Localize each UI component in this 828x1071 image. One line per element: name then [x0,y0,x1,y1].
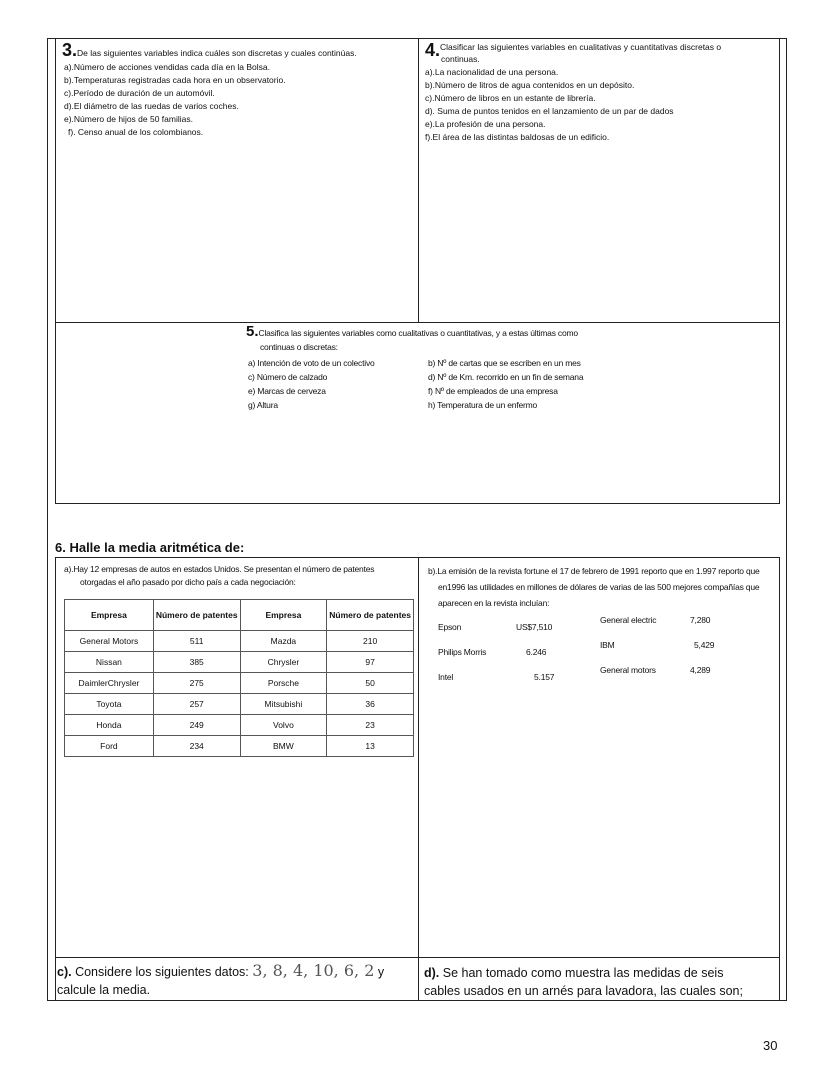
table-cell: 275 [153,673,240,694]
question-3-title: De las siguientes variables indica cuáles son discretas y cuales continúas. [77,48,357,58]
question-6d [424,964,776,1000]
question-5-item: b) Nº de cartas que se escriben en un mes [428,358,581,368]
question-4-title: Clasificar las siguientes variables en cualitativas y cuantitativas discretas o [440,42,722,52]
question-4-item: c).Número de libros en un estante de librería. [425,93,596,103]
table-cell: Ford [65,736,154,757]
question-6b-line: en1996 las utilidades en millones de dólares de varias de las 500 mejores compañías que [438,582,760,592]
company-name: Intel [438,672,454,682]
question-4-item: a).La nacionalidad de una persona. [425,67,559,77]
table-cell: 50 [327,673,414,694]
question-3-item: b).Temperaturas registradas cada hora en un observatorio. [64,75,286,85]
company-right-1: General electric [600,615,657,625]
row-divider-2 [55,503,780,504]
question-6b-line: aparecen en la revista incluían: [438,598,550,608]
table-cell: Porsche [240,673,327,694]
company-right-3: General motors [600,665,656,675]
table-cell: BMW [240,736,327,757]
question-3-item: c).Período de duración de un automóvil. [64,88,215,98]
question-6d-label: d). [424,966,440,980]
question-5 [246,323,686,354]
question-3-item: f). Censo anual de los colombianos. [68,127,204,137]
question-6c-text: Considere los siguientes datos: [71,965,253,979]
company-right-3-value: 4,289 [690,665,711,675]
question-3 [62,40,412,139]
company-name: Philips Morris [438,647,487,657]
question-5-right-list [428,356,583,412]
question-4-item: f).El área de las distintas baldosas de un edificio. [425,132,610,142]
page-frame [47,38,787,1001]
question-5-number: 5. [246,323,259,340]
question-6c-label: c). [57,965,72,979]
question-6a-line: a).Hay 12 empresas de autos en estados Unidos. Se presentan el número de patentes [64,564,375,574]
question-3-item: d).El diámetro de las ruedas de varios coches. [64,101,239,111]
table-cell: 97 [327,652,414,673]
q6-left-border [55,557,56,1001]
table-cell: 385 [153,652,240,673]
table-cell: Mitsubishi [240,694,327,715]
data-set-math: 3, 8, 4, 10, 6, 2 [252,961,375,980]
company-left-3-value: 5.157 [534,672,555,682]
table-row [65,673,414,694]
question-4-item: d). Suma de puntos tenidos en el lanzamiento de un par de dados [425,106,674,116]
top-divider [418,38,419,322]
q6-bottom-divider [55,957,780,958]
question-5-item: c) Número de calzado [248,372,328,382]
patents-table [64,599,414,757]
question-4-title-cont: continuas. [441,54,480,64]
question-5-item: d) Nº de Km. recorrido en un fin de semana [428,372,584,382]
page-number: 30 [763,1038,778,1053]
question-5-item: e) Marcas de cerveza [248,386,326,396]
table-cell: General Motors [65,631,154,652]
table-cell: 511 [153,631,240,652]
table-header: Empresa [240,600,327,631]
question-6b-text [428,563,773,611]
question-6-heading: 6. Halle la media aritmética de: [55,540,245,555]
table-cell: 249 [153,715,240,736]
question-4-number: 4. [425,40,441,60]
table-cell: 257 [153,694,240,715]
question-5-item: a) Intención de voto de un colectivo [248,358,375,368]
question-5-left-list [248,356,375,412]
company-left-1-value: US$7,510 [516,622,553,632]
question-5-item: g) Altura [248,400,278,410]
company-right-1-value: 7,280 [690,615,711,625]
question-3-number: 3. [62,40,78,60]
question-5-title: Clasifica las siguientes variables como cualitativas o cuantitativas, y a estas últimas como [258,328,578,338]
table-row [65,652,414,673]
question-5-title-cont: continuas o discretas: [260,342,338,352]
company-name: Epson [438,622,462,632]
question-3-item: e).Número de hijos de 50 familias. [64,114,193,124]
table-cell: Chrysler [240,652,327,673]
table-header: Número de patentes [327,600,414,631]
question-6c-text-2: calcule la media. [57,983,151,997]
table-cell: Volvo [240,715,327,736]
q6-right-border [779,557,780,1001]
table-cell: 234 [153,736,240,757]
table-cell: 36 [327,694,414,715]
company-right-2-value: 5,429 [694,640,715,650]
question-6a-line: otorgadas el año pasado por dicho país a cada negociación: [80,577,296,587]
table-cell: DaimlerChrysler [65,673,154,694]
question-4 [425,40,775,144]
table-cell: Nissan [65,652,154,673]
box-left-edge [55,38,56,504]
question-4-item: b).Número de litros de agua contenidos en un depósito. [425,80,635,90]
question-6c [57,962,417,999]
company-left-2-value: 6.246 [526,647,547,657]
box-right-edge [779,38,780,504]
question-5-item: f) Nº de empleados de una empresa [428,386,558,396]
table-header: Número de patentes [153,600,240,631]
question-6b-line: b).La emisión de la revista fortune el 17 de febrero de 1991 reporto que en 1.997 reporto que [428,566,760,576]
question-6d-text-2: cables usados en un arnés para lavadora, las cuales son; [424,984,743,998]
question-6d-text: Se han tomado como muestra las medidas de seis [439,966,724,980]
company-right-2: IBM [600,640,615,650]
table-cell: Honda [65,715,154,736]
table-cell: Toyota [65,694,154,715]
table-cell: 210 [327,631,414,652]
question-4-item: e).La profesión de una persona. [425,119,546,129]
question-3-item: a).Número de acciones vendidas cada día en la Bolsa. [64,62,271,72]
table-row [65,694,414,715]
table-row [65,715,414,736]
question-6c-text-end: y [374,965,385,979]
question-5-item: h) Temperatura de un enfermo [428,400,538,410]
table-row [65,631,414,652]
company-left-3 [438,672,453,682]
table-cell: Mazda [240,631,327,652]
table-cell: 23 [327,715,414,736]
table-header: Empresa [65,600,154,631]
company-left-2 [438,647,486,657]
table-cell: 13 [327,736,414,757]
company-left-1 [438,622,461,632]
q6-divider [418,557,419,1001]
question-6a-text [64,563,414,589]
table-row [65,736,414,757]
